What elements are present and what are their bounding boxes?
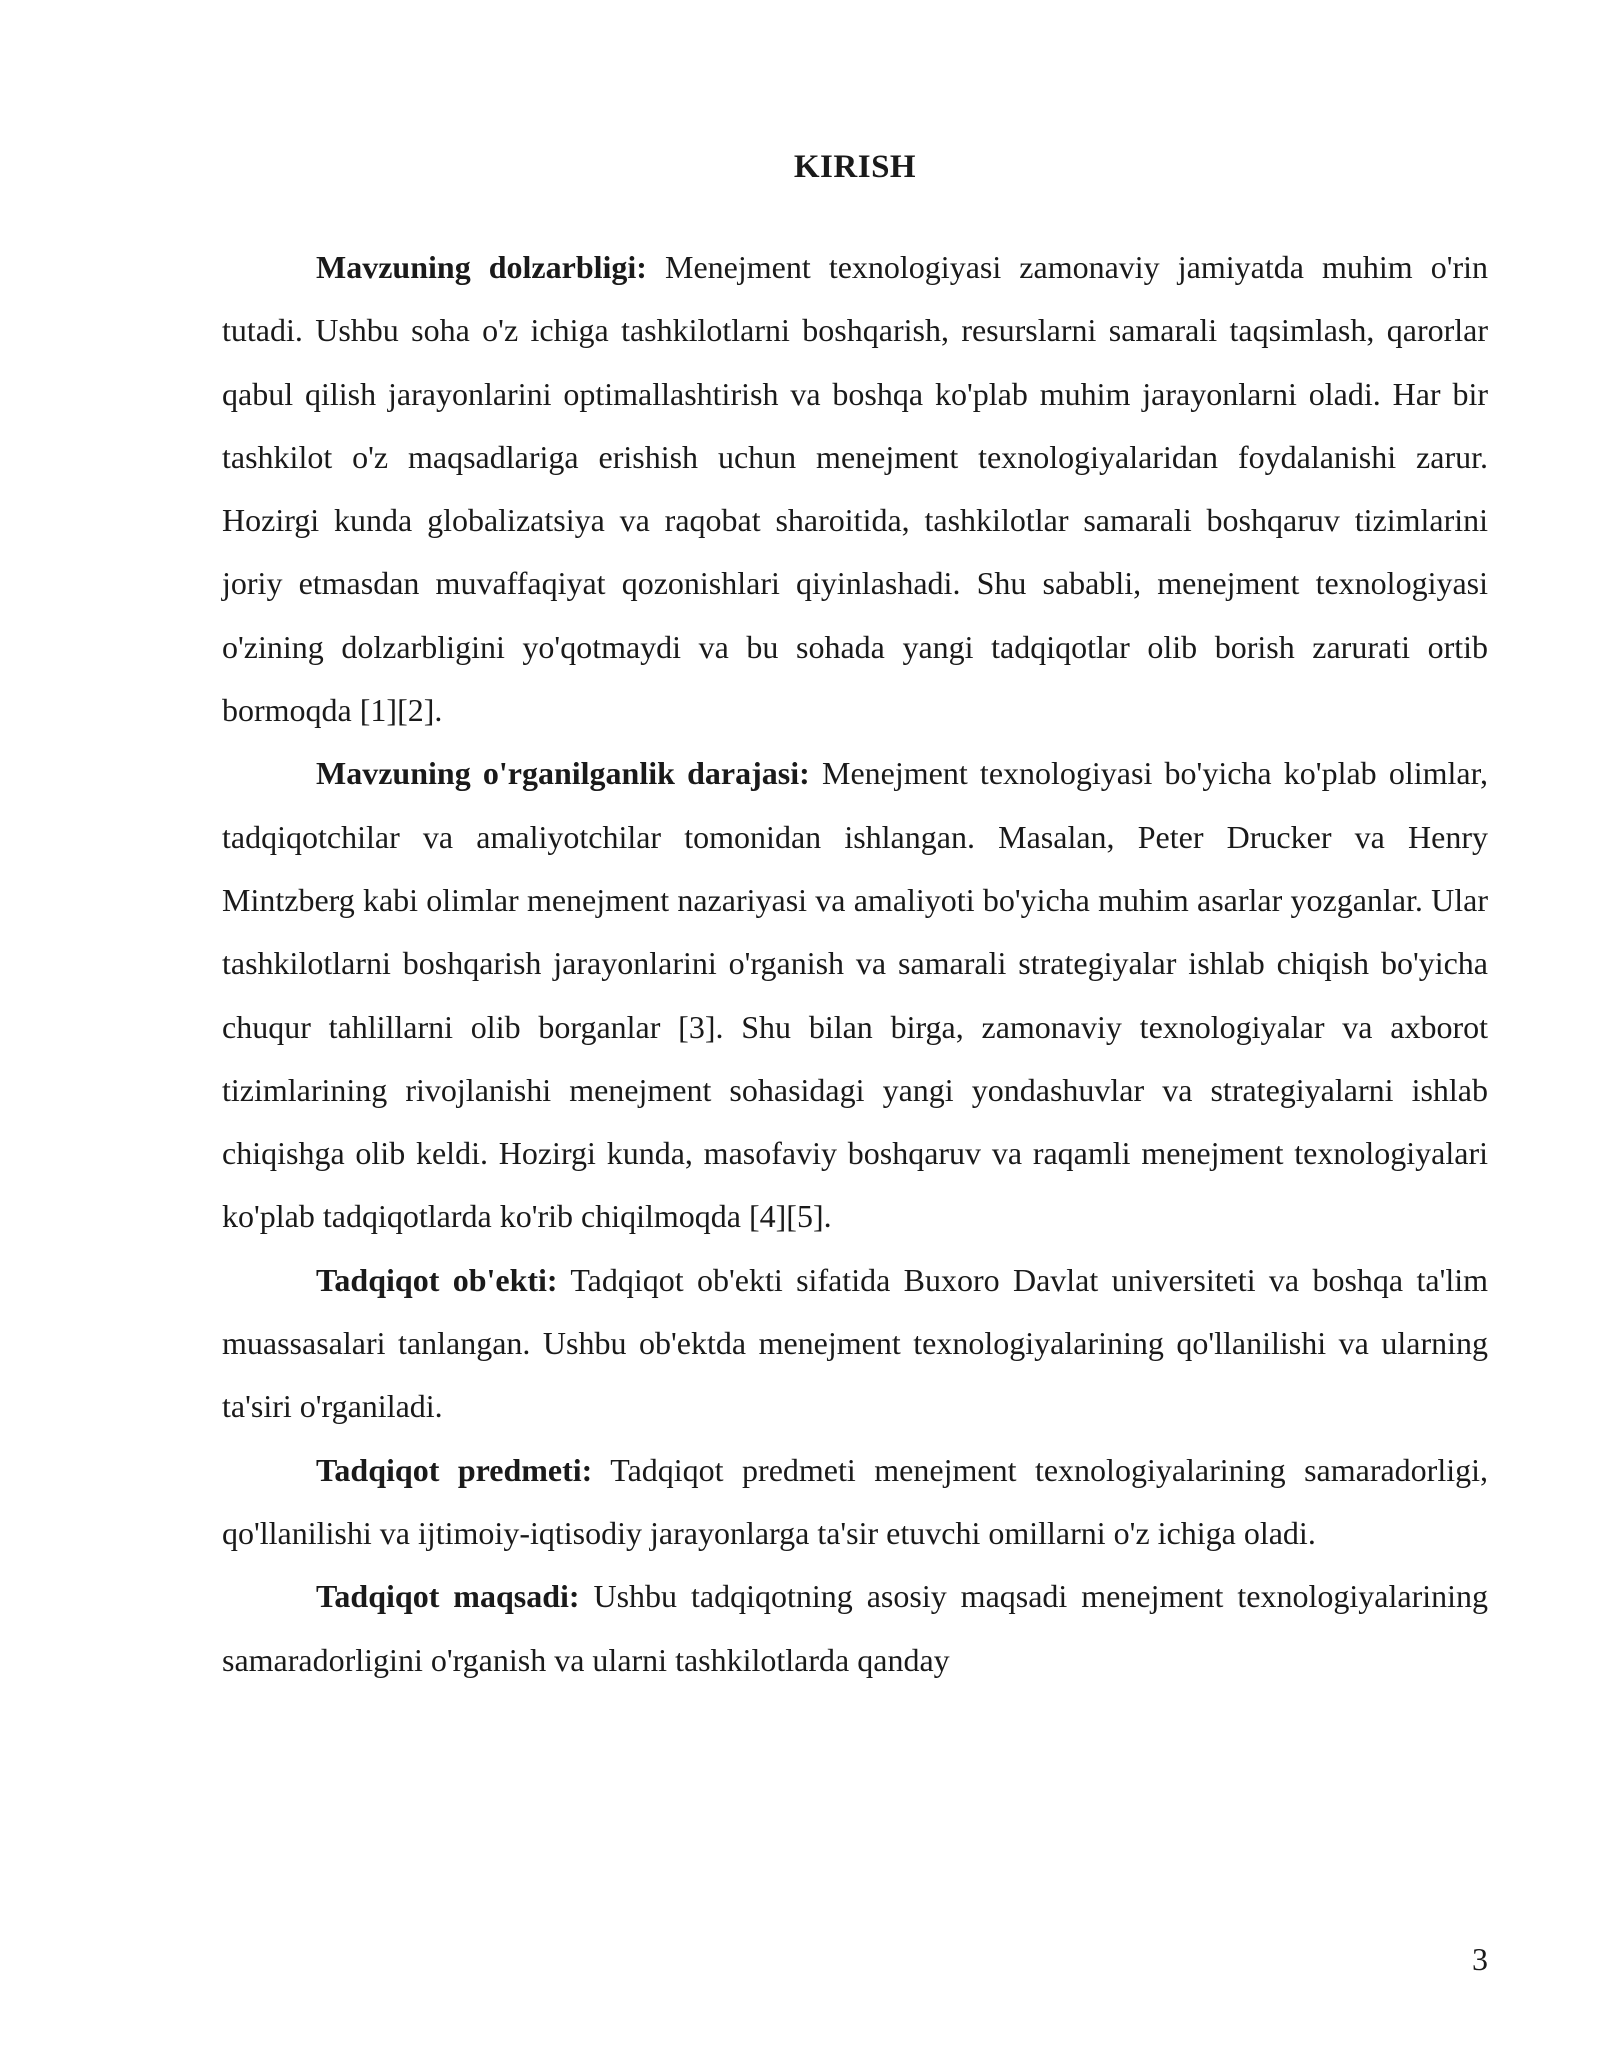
paragraph-lead: Tadqiqot predmeti: (316, 1451, 593, 1488)
paragraph-study-level (222, 742, 1488, 1248)
paragraph-text: Menejment texnologiyasi bo'yicha ko'plab olimlar, tadqiqotchilar va amaliyotchilar tomonidan ishlangan. Masalan, Peter Drucker va Henry Mintzberg kabi olimlar menejment nazariyasi va amaliyoti bo'yicha muhim asarlar yozganlar. Ular tashkilotlarni boshqarish jarayonlarini o'rganish va samarali strategiyalar ishlab chiqish bo'yicha chuqur tahlillarni olib borganlar [3]. Shu bilan birga, zamonaviy texnologiyalar va axborot tizimlarining rivojlanishi menejment sohasidagi yangi yondashuvlar va strategiyalarni ishlab chiqishga olib keldi. Hozirgi kunda, masofaviy boshqaruv va raqamli menejment texnologiyalari ko'plab tadqiqotlarda ko'rib chiqilmoqda [4][5]. (222, 755, 1489, 1235)
paragraph-text: Menejment texnologiyasi zamonaviy jamiyatda muhim o'rin tutadi. Ushbu soha o'z ichiga tashkilotlarni boshqarish, resurslarni samarali taqsimlash, qarorlar qabul qilish jarayonlarini optimallashtirish va boshqa ko'plab muhim jarayonlarni oladi. Har bir tashkilot o'z maqsadlariga erishish uchun menejment texnologiyalaridan foydalanishi zarur. Hozirgi kunda globalizatsiya va raqobat sharoitida, tashkilotlar samarali boshqaruv tizimlarini joriy etmasdan muvaffaqiyat qozonishlari qiyinlashadi. Shu sababli, menejment texnologiyasi o'zining dolzarbligini yo'qotmaydi va bu sohada yangi tadqiqotlar olib borish zarurati ortib bormoqda [1][2]. (222, 249, 1489, 729)
paragraph-lead: Mavzuning dolzarbligi: (316, 249, 647, 285)
paragraph-lead: Tadqiqot ob'ekti: (316, 1261, 558, 1298)
paragraph-relevance (222, 236, 1488, 742)
paragraph-lead: Mavzuning o'rganilganlik darajasi: (316, 755, 810, 792)
paragraph-lead: Tadqiqot maqsadi: (316, 1578, 580, 1615)
page-number: 3 (1472, 1941, 1488, 1977)
paragraph-text: Tadqiqot ob'ekti sifatida Buxoro Davlat universiteti va boshqa ta'lim muassasalari tanlangan. Ushbu ob'ektda menejment texnologiyalarining qo'llanilishi va ularning ta'siri o'rganiladi. (222, 1261, 1489, 1425)
paragraph-research-object (222, 1249, 1488, 1439)
paragraph-research-subject (222, 1439, 1488, 1566)
page-title: KIRISH (793, 149, 917, 185)
paragraph-research-goal (222, 1565, 1488, 1692)
document-body (222, 236, 1488, 1692)
paragraph-text: Ushbu tadqiqotning asosiy maqsadi menejment texnologiyalarining samaradorligini o'rganish va ularni tashkilotlarda qanday (222, 1578, 1489, 1678)
paragraph-text: Tadqiqot predmeti menejment texnologiyalarining samaradorligi, qo'llanilishi va ijtimoiy-iqtisodiy jarayonlarga ta'sir etuvchi omillarni o'z ichiga oladi. (222, 1451, 1488, 1551)
